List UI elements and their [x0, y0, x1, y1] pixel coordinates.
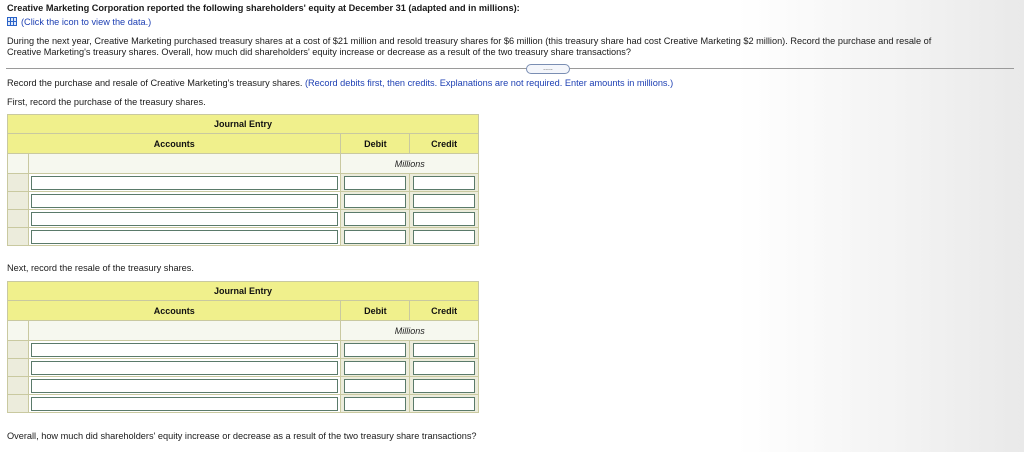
- journal-row: [8, 228, 479, 246]
- account-cell: [28, 341, 341, 359]
- units-spacer: [8, 321, 29, 341]
- credit-input[interactable]: [413, 212, 475, 226]
- account-input[interactable]: [31, 397, 339, 411]
- view-data-link[interactable]: [7, 17, 151, 28]
- account-input[interactable]: [31, 176, 339, 190]
- row-marker: [8, 395, 29, 413]
- credit-input[interactable]: [413, 379, 475, 393]
- account-cell: [28, 228, 341, 246]
- row-marker: [8, 192, 29, 210]
- journal-entry-table-resale: [7, 281, 479, 413]
- instructions-main: Record the purchase and resale of Creative Marketing's treasury shares.: [7, 78, 303, 88]
- account-input[interactable]: [31, 194, 339, 208]
- debit-input[interactable]: [344, 343, 406, 357]
- credit-cell: [410, 228, 479, 246]
- row-marker: [8, 210, 29, 228]
- expand-more-button[interactable]: .....: [526, 64, 570, 74]
- journal-entry-table-purchase: [7, 114, 479, 246]
- credit-header: Credit: [410, 301, 479, 321]
- journal-row: [8, 359, 479, 377]
- final-question: Overall, how much did shareholders' equity increase or decrease as a result of the two treasury share transactions?: [7, 431, 477, 441]
- problem-description-line2: Creative Marketing's treasury shares. Overall, how much did shareholders' equity increase or decrease as a result of the two treasury share transactions?: [7, 47, 631, 57]
- account-cell: [28, 377, 341, 395]
- row-marker: [8, 359, 29, 377]
- account-input[interactable]: [31, 230, 339, 244]
- debit-header: Debit: [341, 134, 410, 154]
- account-cell: [28, 174, 341, 192]
- part1-prompt: First, record the purchase of the treasury shares.: [7, 97, 206, 107]
- debit-input[interactable]: [344, 212, 406, 226]
- account-input[interactable]: [31, 343, 339, 357]
- credit-cell: [410, 359, 479, 377]
- account-input[interactable]: [31, 379, 339, 393]
- journal-row: [8, 377, 479, 395]
- instructions: [7, 78, 673, 89]
- credit-input[interactable]: [413, 176, 475, 190]
- accounts-header: Accounts: [8, 134, 341, 154]
- credit-cell: [410, 377, 479, 395]
- view-data-link-text[interactable]: (Click the icon to view the data.): [21, 17, 152, 27]
- row-marker: [8, 174, 29, 192]
- data-table-icon[interactable]: [7, 17, 17, 26]
- accounts-header: Accounts: [8, 301, 341, 321]
- account-input[interactable]: [31, 361, 339, 375]
- journal-row: [8, 174, 479, 192]
- credit-input[interactable]: [413, 230, 475, 244]
- account-cell: [28, 192, 341, 210]
- units-label: Millions: [341, 154, 479, 174]
- debit-cell: [341, 377, 410, 395]
- account-cell: [28, 359, 341, 377]
- debit-input[interactable]: [344, 379, 406, 393]
- journal-row: [8, 192, 479, 210]
- units-label: Millions: [341, 321, 479, 341]
- instructions-note: (Record debits first, then credits. Explanations are not required. Enter amounts in millions.): [304, 78, 674, 88]
- journal-row: [8, 341, 479, 359]
- credit-input[interactable]: [413, 194, 475, 208]
- credit-input[interactable]: [413, 361, 475, 375]
- section-divider: [6, 68, 1014, 69]
- debit-input[interactable]: [344, 176, 406, 190]
- debit-cell: [341, 228, 410, 246]
- credit-header: Credit: [410, 134, 479, 154]
- row-marker: [8, 228, 29, 246]
- credit-input[interactable]: [413, 397, 475, 411]
- debit-header: Debit: [341, 301, 410, 321]
- credit-cell: [410, 174, 479, 192]
- debit-cell: [341, 174, 410, 192]
- journal-row: [8, 210, 479, 228]
- debit-input[interactable]: [344, 230, 406, 244]
- units-spacer: [28, 321, 341, 341]
- account-cell: [28, 210, 341, 228]
- journal-row: [8, 395, 479, 413]
- credit-input[interactable]: [413, 343, 475, 357]
- row-marker: [8, 377, 29, 395]
- problem-description-line1: During the next year, Creative Marketing purchased treasury shares at a cost of $21 million and resold treasury shares for $6 million (this treasury share had cost Creative Marketing $2 million). Record the purchase and resale of: [7, 36, 932, 46]
- account-cell: [28, 395, 341, 413]
- debit-cell: [341, 192, 410, 210]
- debit-cell: [341, 359, 410, 377]
- problem-intro: Creative Marketing Corporation reported the following shareholders' equity at December 31 (adapted and in millions):: [7, 3, 520, 13]
- debit-input[interactable]: [344, 194, 406, 208]
- account-input[interactable]: [31, 212, 339, 226]
- debit-cell: [341, 210, 410, 228]
- debit-input[interactable]: [344, 361, 406, 375]
- debit-cell: [341, 395, 410, 413]
- credit-cell: [410, 341, 479, 359]
- units-spacer: [8, 154, 29, 174]
- credit-cell: [410, 395, 479, 413]
- row-marker: [8, 341, 29, 359]
- journal-title: Journal Entry: [8, 282, 479, 301]
- debit-input[interactable]: [344, 397, 406, 411]
- debit-cell: [341, 341, 410, 359]
- credit-cell: [410, 192, 479, 210]
- credit-cell: [410, 210, 479, 228]
- part2-prompt: Next, record the resale of the treasury shares.: [7, 263, 194, 273]
- units-spacer: [28, 154, 341, 174]
- journal-title: Journal Entry: [8, 115, 479, 134]
